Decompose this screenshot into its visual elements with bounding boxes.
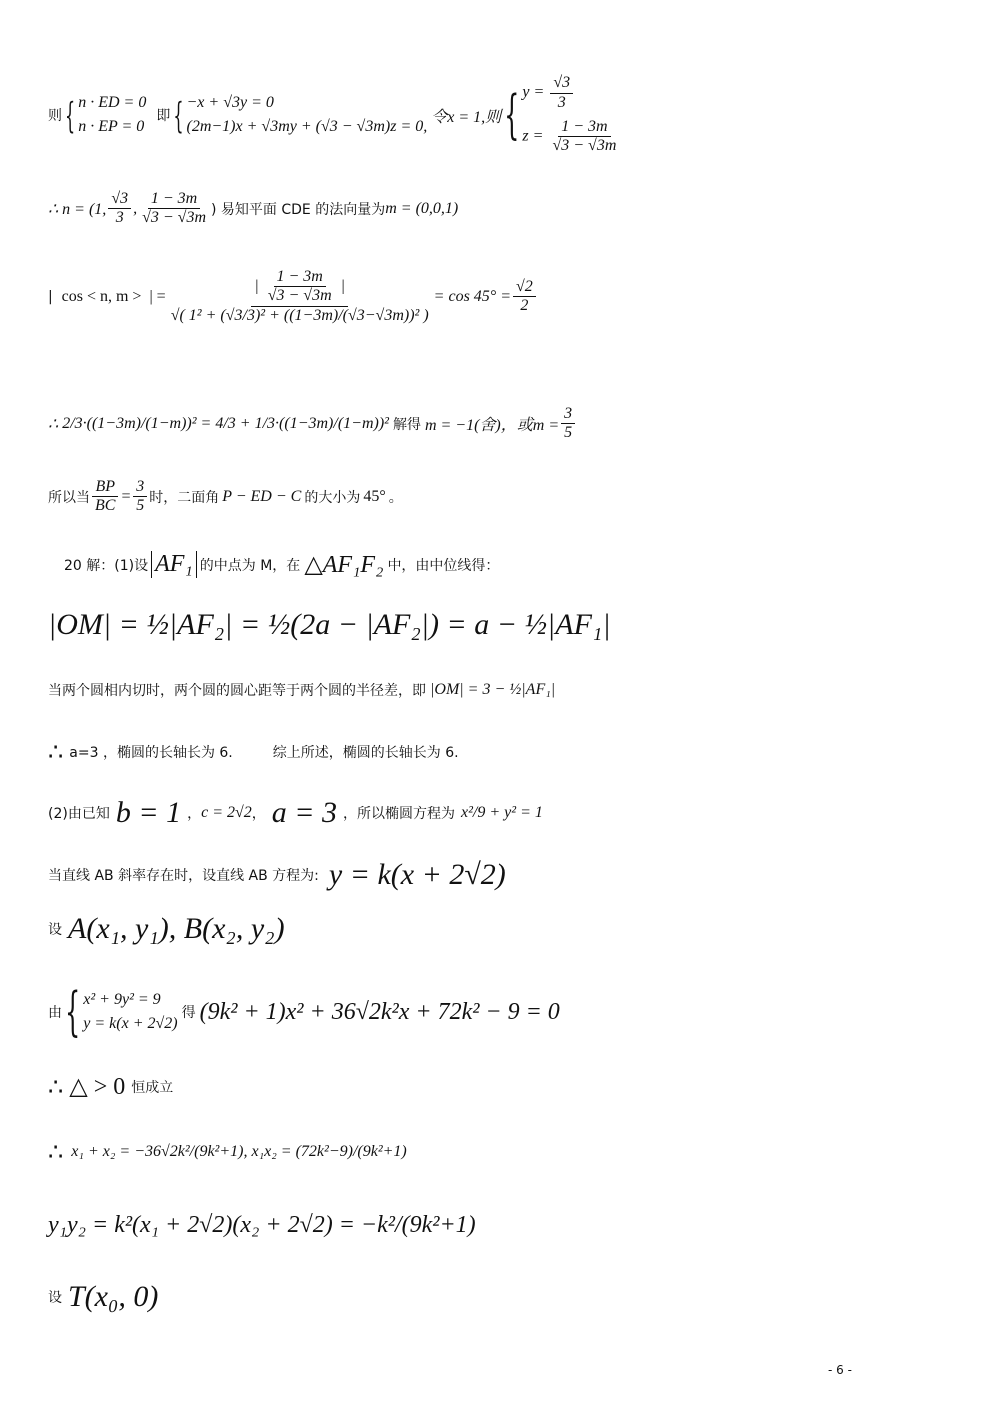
point-t-line: 设 T(x₀, 0) bbox=[48, 1280, 159, 1313]
conclusion-line: 所以当 $\frac{BP}{BC}$ = $\frac{3}{5}$ 时，二面角 P − ED − C 的大小为 45° 。 bbox=[48, 478, 403, 515]
left-brace: { bbox=[173, 94, 184, 136]
om-equation: |OM| = ½|AF₂| = ½(2a − |AF₂|) = a − ½|AF₁| bbox=[48, 608, 611, 641]
points-ab-line: 设 A(x₁, y₁), B(x₂, y₂) bbox=[48, 912, 285, 945]
solve-m-line: ∴ 2/3·((1−3m)/(1−m))² = 4/3 + 1/3·((1−3m)/(1−m))² 解得 m = −1(舍)，或m = $\frac{3}{5}$ bbox=[48, 405, 577, 443]
vector-conditions: n · ED = 0 n · EP = 0 bbox=[78, 94, 147, 135]
let-x-text: 令x = 1,则 bbox=[431, 108, 502, 126]
line-ab: 当直线 AB 斜率存在时，设直线 AB 方程为: y = k(x + 2√2) bbox=[48, 858, 506, 891]
linear-system: −x + √3y = 0 (2m−1)x + √3my + (√3 − √3m)z = 0, bbox=[186, 94, 428, 135]
system-line-1 bbox=[48, 60, 621, 170]
problem-20-line: 20 解：(1)设 AF₁ 的中点为 M，在 △AF₁F₂ 中，由中位线得： bbox=[64, 551, 500, 578]
left-brace: { bbox=[504, 84, 520, 146]
y-product-line: y₁y₂ = k²(x₁ + 2√2)(x₂ + 2√2) = −k²/(9k²+1) bbox=[48, 1212, 476, 1238]
page-number: - 6 - bbox=[828, 1363, 852, 1377]
vieta-line: ∴ x₁ + x₂ = −36√2k²/(9k²+1), x₁x₂ = (72k²−9)/(9k²+1) bbox=[48, 1138, 407, 1166]
normal-vector-line: ∴ n = (1, $\frac{√3}{3}$ , $\frac{1 - 3m}{√3 - √3m}$ ) 易知平面 CDE 的法向量为 m = (0,0,1) bbox=[48, 190, 459, 227]
a-equals-3-line: ∴ a=3 ，椭圆的长轴长为 6. 综上所述，椭圆的长轴长为 6. bbox=[48, 738, 459, 766]
label-ji: 即 bbox=[156, 108, 171, 124]
left-brace: { bbox=[65, 94, 76, 136]
solution-yz: y = $\frac{√3}{3}$ z = $\frac{1 - 3m}{√3 - √3m}$ bbox=[522, 74, 617, 155]
label-ze: 则 bbox=[48, 108, 62, 124]
ellipse-system-line: 由 { x² + 9y² = 9 y = k(x + 2√2) 得 (9k² + 1)x² + 36√2k²x + 72k² − 9 = 0 bbox=[48, 981, 560, 1043]
delta-line: ∴ △ > 0 恒成立 bbox=[48, 1072, 174, 1101]
tangent-line: 当两个圆相内切时，两个圆的圆心距等于两个圆的半径差，即 |OM| = 3 − ½|AF₁| bbox=[48, 681, 556, 699]
part-2-line: (2)由已知 b = 1 ， c = 2√2 ， a = 3 ， 所以椭圆方程为 x²/9 + y² = 1 bbox=[48, 796, 543, 829]
cosine-line: | cos < n, m > | = | $\frac{1 - 3m}{√3 - √3m}$ | √( 1² + (√3/3)² + ((1−3m)/(√3−√3m))² ) = cos 45° = $\frac{√2}{2}$ bbox=[48, 268, 538, 325]
